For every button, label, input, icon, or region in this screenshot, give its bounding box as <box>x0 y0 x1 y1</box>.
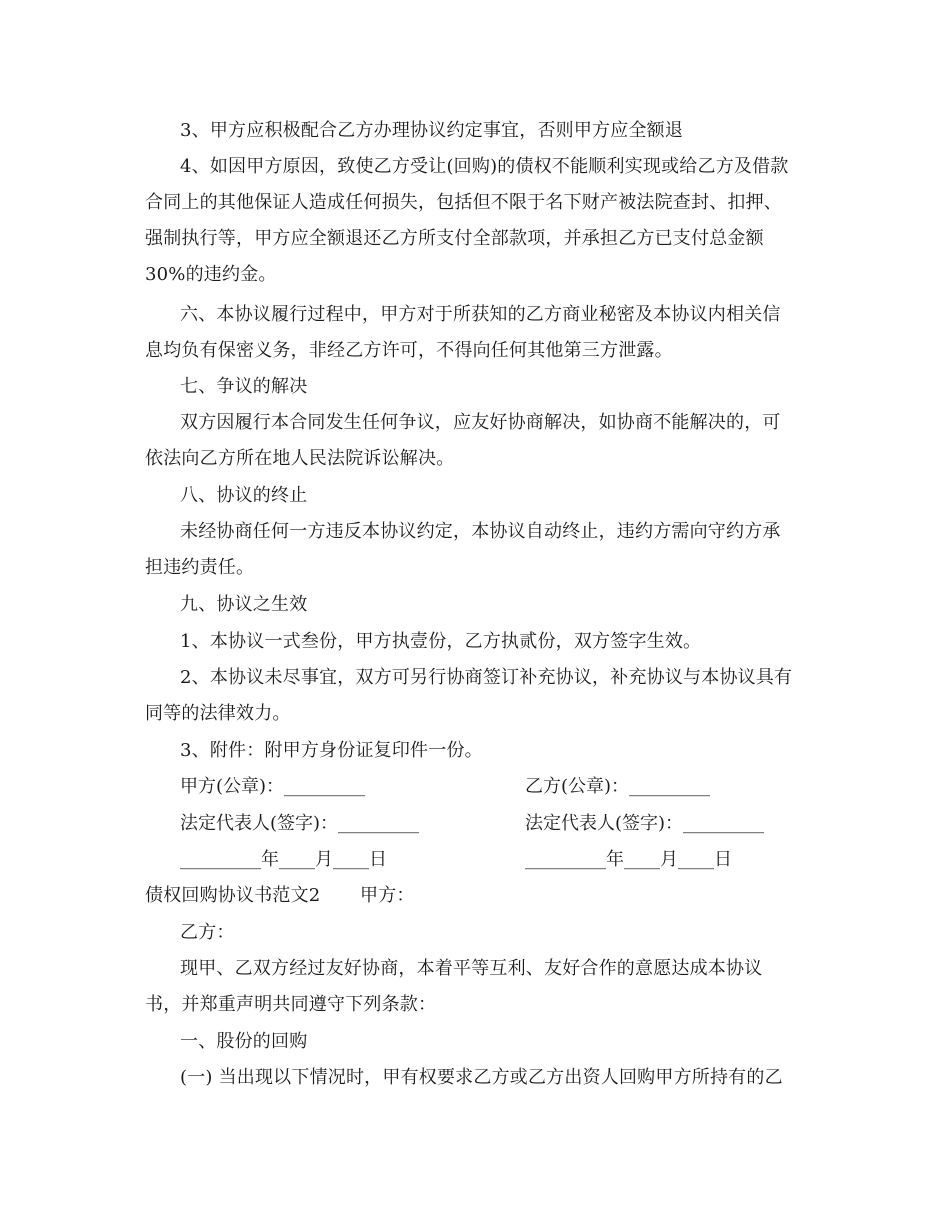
paragraph-line: (一) 当出现以下情况时，甲有权要求乙方或乙方出资人回购甲方所持有的乙 <box>180 1067 783 1088</box>
section-heading: 一、股份的回购 <box>180 1031 308 1052</box>
paragraph-line: 书，并郑重声明共同遵守下列条款： <box>145 994 437 1015</box>
paragraph-line: 强制执行等，甲方应全额退还乙方所支付全部款项，并承担乙方已支付总金额 <box>145 228 764 249</box>
paragraph-line: 2、本协议未尽事宜，双方可另行协商签订补充协议，补充协议与本协议具有 <box>180 667 793 688</box>
paragraph-line: 担违约责任。 <box>145 557 255 578</box>
sample-2-party-b: 乙方： <box>180 922 235 943</box>
party-b-representative-field: 法定代表人(签字)：_________ <box>525 813 765 834</box>
paragraph-line: 六、本协议履行过程中，甲方对于所获知的乙方商业秘密及本协议内相关信 <box>180 304 781 325</box>
party-a-representative-field: 法定代表人(签字)：_________ <box>180 813 420 834</box>
paragraph-line: 双方因履行本合同发生任何争议，应友好协商解决，如协商不能解决的，可 <box>180 412 781 433</box>
section-heading: 八、协议的终止 <box>180 485 308 506</box>
paragraph-line: 3、附件：附甲方身份证复印件一份。 <box>180 740 483 761</box>
paragraph-line: 未经协商任何一方违反本协议约定，本协议自动终止，违约方需向守约方承 <box>180 521 781 542</box>
paragraph-line: 现甲、乙双方经过友好协商，本着平等互利、友好合作的意愿达成本协议 <box>180 958 763 979</box>
party-a-date-field: _________年____月____日 <box>180 849 387 870</box>
paragraph-line: 合同上的其他保证人造成任何损失，包括但不限于名下财产被法院查封、扣押、 <box>145 192 782 213</box>
sample-2-heading: 债权回购协议书范文2 <box>145 885 321 906</box>
section-heading: 七、争议的解决 <box>180 376 308 397</box>
paragraph-line: 30%的违约金。 <box>145 264 277 285</box>
party-b-seal-field: 乙方(公章)：_________ <box>525 776 711 797</box>
section-heading: 九、协议之生效 <box>180 594 308 615</box>
sample-2-party-a: 甲方： <box>360 885 415 906</box>
paragraph-line: 3、甲方应积极配合乙方办理协议约定事宜，否则甲方应全额退 <box>180 120 684 141</box>
paragraph-line: 4、如因甲方原因，致使乙方受让(回购)的债权不能顺利实现或给乙方及借款 <box>180 156 789 177</box>
paragraph-line: 1、本协议一式叁份，甲方执壹份，乙方执贰份，双方签字生效。 <box>180 631 702 652</box>
paragraph-line: 同等的法律效力。 <box>145 703 291 724</box>
party-a-seal-field: 甲方(公章)：_________ <box>180 776 366 797</box>
paragraph-line: 息均负有保密义务，非经乙方许可，不得向任何其他第三方泄露。 <box>145 340 673 361</box>
paragraph-line: 依法向乙方所在地人民法院诉讼解决。 <box>145 448 455 469</box>
party-b-date-field: _________年____月____日 <box>525 849 732 870</box>
